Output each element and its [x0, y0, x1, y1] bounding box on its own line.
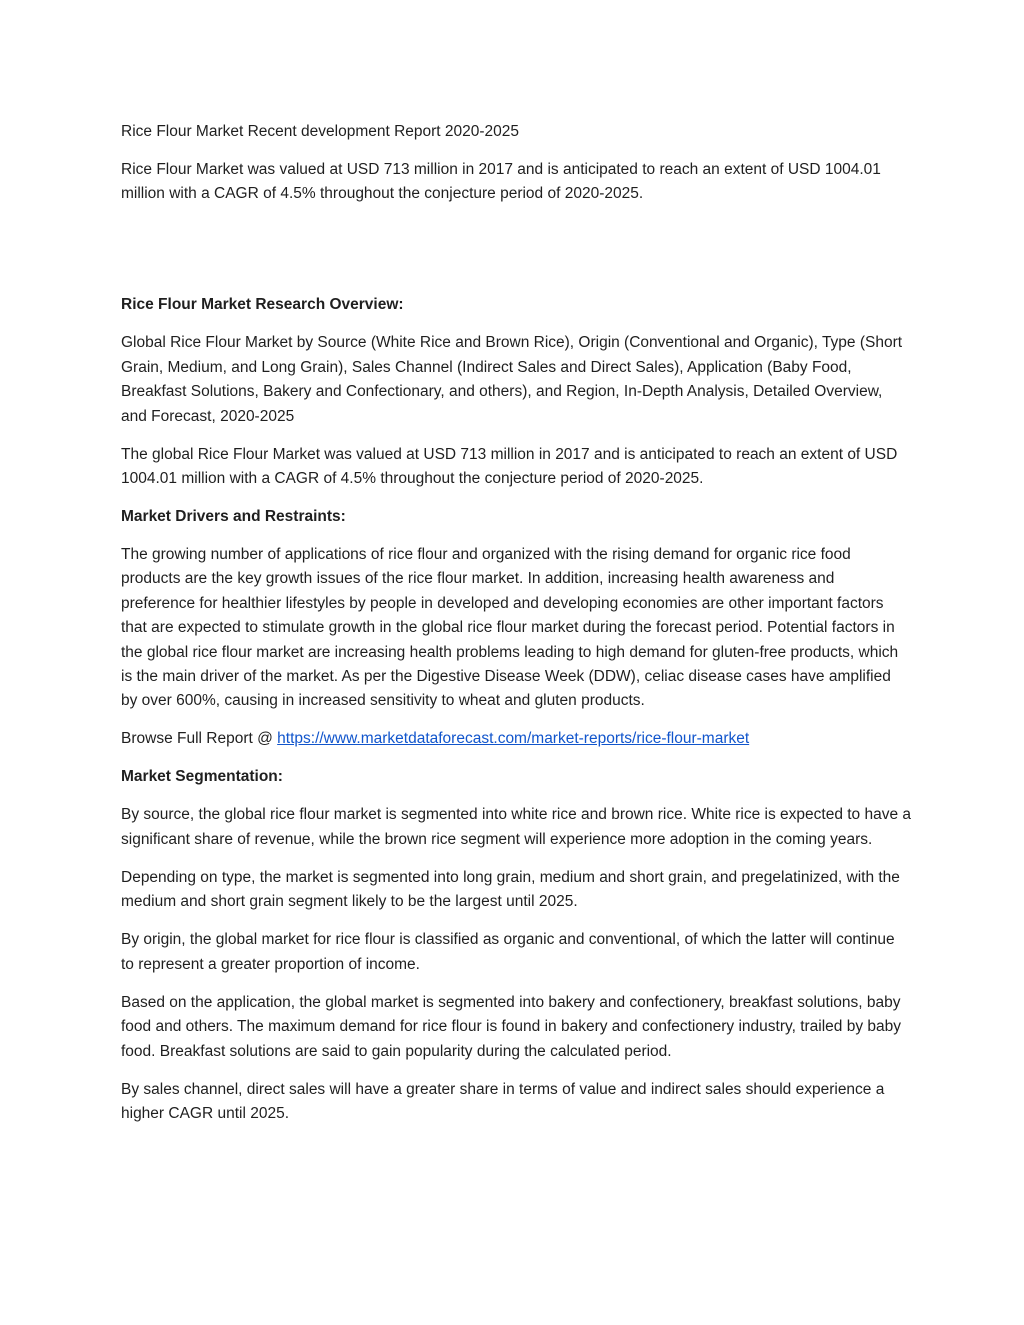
- drivers-heading: Market Drivers and Restraints:: [121, 508, 346, 526]
- overview-scope-paragraph: Global Rice Flour Market by Source (White Rice and Brown Rice), Origin (Conventional and Organic), Type (Short Grain, Medium, and Long Grain), Sales Channel (Indirect Sales and Direct Sales), Application (Baby Food, Breakfast Solutions, Bakery and Confectionary, and others), and Region, In-Depth Analysis, Detailed Overview, and Forecast, 2020-2025: [121, 334, 903, 425]
- drivers-paragraph: The growing number of applications of rice flour and organized with the rising demand for organic rice food products are the key growth issues of the rice flour market. In addition, increasing health awareness and preference for healthier lifestyles by people in developed and developing economies are other important factors that are expected to stimulate growth in the global rice flour market during the forecast period. Potential factors in the global rice flour market are increasing health problems leading to high demand for gluten-free products, which is the main driver of the market. As per the Digestive Disease Week (DDW), celiac disease cases have amplified by over 600%, causing in increased sensitivity to wheat and gluten products.: [121, 546, 899, 710]
- overview-heading: Rice Flour Market Research Overview:: [121, 296, 404, 314]
- overview-valuation-paragraph: The global Rice Flour Market was valued at USD 713 million in 2017 and is anticipated to reach an extent of USD 1004.01 million with a CAGR of 4.5% throughout the conjecture period of 2020-2025.: [121, 445, 898, 488]
- segmentation-application-paragraph: Based on the application, the global market is segmented into bakery and confectionery, breakfast solutions, baby food and others. The maximum demand for rice flour is found in bakery and confectionery industry, trailed by baby food. Breakfast solutions are said to gain popularity during the calculated period.: [121, 993, 902, 1060]
- browse-report-line: [121, 727, 911, 751]
- segmentation-sales-channel-paragraph: By sales channel, direct sales will have a greater share in terms of value and indirect sales should experience a higher CAGR until 2025.: [121, 1080, 885, 1122]
- blank-spacer: [121, 220, 911, 293]
- browse-report-label: Browse Full Report @: [121, 730, 278, 748]
- segmentation-heading: Market Segmentation:: [121, 768, 283, 786]
- report-link[interactable]: https://www.marketdataforecast.com/market-reports/rice-flour-market: [277, 730, 750, 748]
- segmentation-source-paragraph: By source, the global rice flour market is segmented into white rice and brown rice. White rice is expected to have a significant share of revenue, while the brown rice segment will experience more adoption in the coming years.: [121, 806, 912, 848]
- segmentation-origin-paragraph: By origin, the global market for rice flour is classified as organic and conventional, of which the latter will continue to represent a greater proportion of income.: [121, 931, 895, 973]
- document-page: [121, 120, 911, 1140]
- segmentation-type-paragraph: Depending on type, the market is segmented into long grain, medium and short grain, and pregelatinized, with the medium and short grain segment likely to be the largest until 2025.: [121, 868, 900, 911]
- intro-paragraph: Rice Flour Market was valued at USD 713 million in 2017 and is anticipated to reach an extent of USD 1004.01 million with a CAGR of 4.5% throughout the conjecture period of 2020-2025.: [121, 161, 881, 203]
- document-title: Rice Flour Market Recent development Report 2020-2025: [121, 123, 520, 140]
